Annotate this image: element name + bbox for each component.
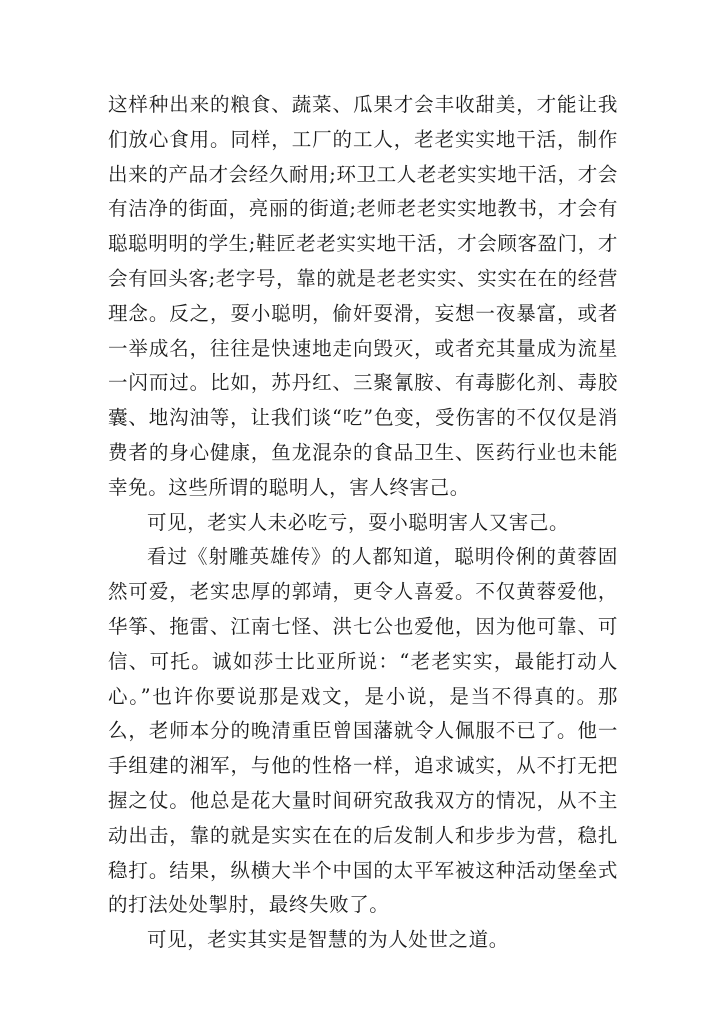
document-body xyxy=(108,88,618,958)
paragraph-3: 看过《射雕英雄传》的人都知道，聪明伶俐的黄蓉固然可爱，老实忠厚的郭靖，更令人喜爱。不仅黄蓉爱他，华筝、拖雷、江南七怪、洪七公也爱他，因为他可靠、可信、可托。诚如莎士比亚所说：“老老实实，最能打动人心。”也许你要说那是戏文，是小说，是当不得真的。那么，老师本分的晚清重臣曾国藩就令人佩服不已了。他一手组建的湘军，与他的性格一样，追求诚实，从不打无把握之仗。他总是花大量时间研究敌我双方的情况，从不主动出击，靠的就是实实在在的后发制人和步步为营，稳扎稳打。结果，纵横大半个中国的太平军被这种活动堡垒式的打法处处掣肘，最终失败了。 xyxy=(108,545,618,917)
paragraph-4: 可见，老实其实是智慧的为人处世之道。 xyxy=(147,928,509,952)
paragraph-1: 这样种出来的粮食、蔬菜、瓜果才会丰收甜美，才能让我们放心食用。同样，工厂的工人，老老实实地干活，制作出来的产品才会经久耐用;环卫工人老老实实地干活，才会有洁净的街面，亮丽的街道;老师老老实实地教书，才会有聪聪明明的学生;鞋匠老老实实地干活，才会顾客盈门，才会有回头客;老字号，靠的就是老老实实、实实在在的经营理念。反之，耍小聪明，偷奸耍滑，妄想一夜暴富，或者一举成名，往往是快速地走向毁灭，或者充其量成为流星一闪而过。比如，苏丹红、三聚氰胺、有毒膨化剂、毒胶囊、地沟油等，让我们谈“吃”色变，受伤害的不仅仅是消费者的身心健康，鱼龙混杂的食品卫生、医药行业也未能幸免。这些所谓的聪明人，害人终害己。 xyxy=(108,93,618,499)
paragraph-2: 可见，老实人未必吃亏，耍小聪明害人又害己。 xyxy=(147,510,570,534)
